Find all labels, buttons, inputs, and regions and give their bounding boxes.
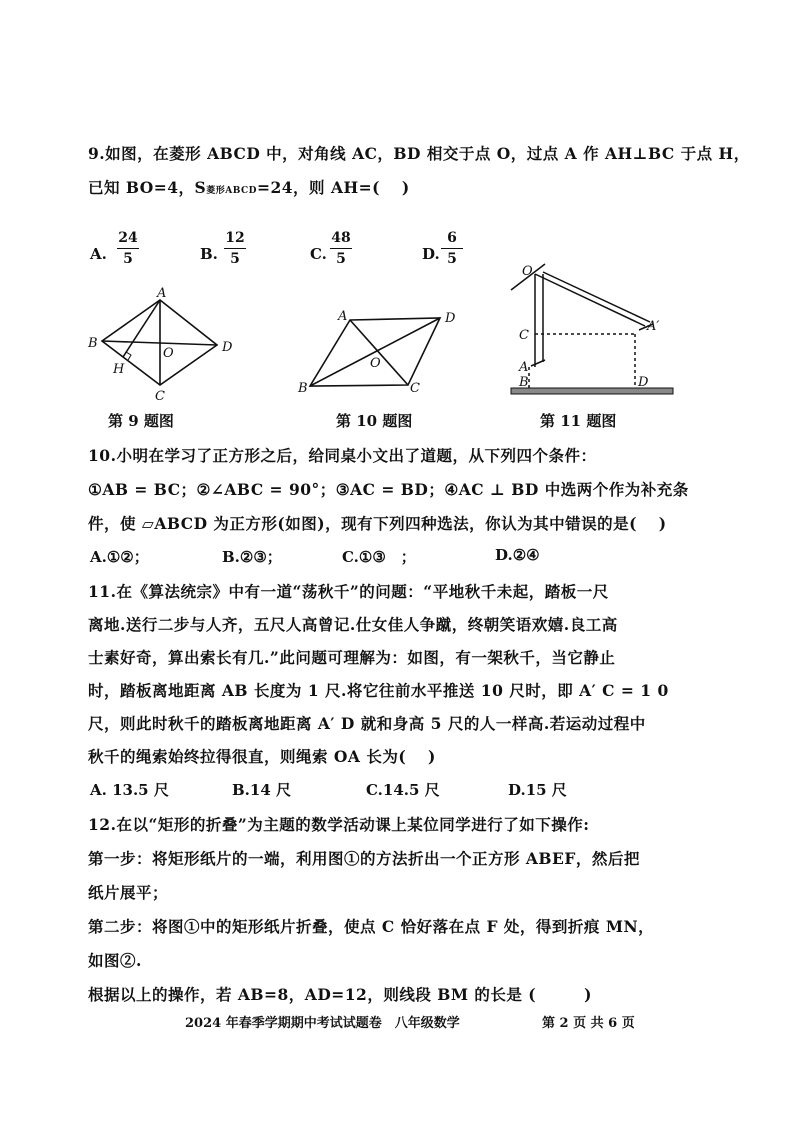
q12-line-4: 第二步：将图①中的矩形纸片折叠，使点 C 恰好落在点 F 处，得到折痕 MN，	[88, 917, 655, 936]
diagonal-ac	[350, 320, 408, 385]
q9-option-b-den: 5	[230, 251, 240, 267]
q10-line-1: 10.小明在学习了正方形之后，给同桌小文出了道题，从下列四个条件：	[88, 446, 597, 465]
footer-exam-title: 2024 年春季学期期中考试试题卷 八年级数学	[185, 1016, 460, 1031]
q9-option-a-den: 5	[123, 251, 133, 267]
q9-option-d-fraction	[441, 230, 463, 267]
fig9-label-b: B	[88, 336, 98, 351]
fig9-label-h: H	[113, 362, 125, 377]
q9-area-subscript: 菱形ABCD	[206, 186, 257, 196]
q10-option-c: C.①③ ；	[342, 548, 416, 566]
fig10-label-d: D	[445, 311, 456, 326]
figure-11-caption: 第 11 题图	[540, 412, 617, 430]
q10-option-a: A.①②；	[90, 548, 149, 566]
ground	[511, 388, 673, 394]
q9-option-c-fraction	[330, 230, 352, 267]
q11-option-b: B.14 尺	[232, 781, 291, 799]
q12-line-5: 如图②.	[88, 951, 142, 970]
q9-option-c-den: 5	[336, 251, 346, 267]
q9-option-a-num: 24	[118, 230, 138, 246]
q11-line-5: 尺，则此时秋千的踏板离地距离 A′ D 就和身高 5 尺的人一样高.若运动过程中	[88, 714, 646, 733]
q9-option-b-num: 12	[225, 230, 245, 246]
q11-line-4: 时，踏板离地距离 AB 长度为 1 尺.将它往前水平推送 10 尺时，即 A′ C = 1 0	[88, 681, 669, 700]
figure-9-caption: 第 9 题图	[108, 412, 174, 430]
fig10-label-c: C	[410, 381, 420, 396]
rope-swung-2	[543, 272, 650, 322]
fig11-label-c: C	[519, 328, 529, 343]
q10-option-d: D.②④	[495, 546, 540, 564]
fig10-label-a: A	[338, 309, 348, 324]
q11-option-a: A. 13.5 尺	[90, 781, 169, 799]
fig9-label-c: C	[155, 389, 165, 404]
figure-9-rhombus	[85, 285, 245, 405]
rope-swung	[535, 274, 645, 326]
q9-option-c-label: C.	[310, 245, 327, 263]
q9-line-2b: =24，则 AH=( )	[257, 178, 410, 197]
fig9-label-d: D	[222, 340, 233, 355]
q11-option-c: C.14.5 尺	[366, 781, 440, 799]
q12-line-1: 12.在以“矩形的折叠”为主题的数学活动课上某位同学进行了如下操作:	[88, 815, 590, 834]
footer-page-number: 第 2 页 共 6 页	[542, 1016, 635, 1031]
fig10-label-b: B	[298, 381, 308, 396]
altitude-ah	[123, 300, 160, 357]
fig11-label-o: O	[522, 264, 533, 279]
q9-option-d-label: D.	[422, 245, 440, 263]
fig10-label-o: O	[370, 356, 381, 371]
q9-option-b-label: B.	[200, 245, 218, 263]
q9-line-2a: 已知 BO=4，S	[88, 178, 207, 197]
q12-line-3: 纸片展平；	[88, 883, 169, 902]
figure-10-caption: 第 10 题图	[336, 412, 413, 430]
q12-line-6: 根据以上的操作，若 AB=8，AD=12，则线段 BM 的长是 ( )	[88, 985, 592, 1004]
fig11-label-a: A	[519, 360, 529, 375]
fig11-label-b: B	[519, 375, 529, 390]
q9-line-1: 9.如图，在菱形 ABCD 中，对角线 AC，BD 相交于点 O，过点 A 作 AH⊥BC 于点 H，	[88, 144, 750, 163]
q11-line-2: 离地.送行二步与人齐，五尺人高曾记.仕女佳人争蹴，终朝笑语欢嬉.良工高	[88, 615, 618, 634]
q9-option-a-label: A.	[90, 245, 107, 263]
q9-option-b-fraction	[224, 230, 246, 267]
fig11-label-a-prime: A′	[647, 319, 660, 334]
q9-line-2	[88, 176, 410, 198]
diagonal-bd	[310, 318, 440, 386]
q9-option-c-num: 48	[331, 230, 351, 246]
q10-line-2: ①AB = BC；②∠ABC = 90°；③AC = BD；④AC ⊥ BD 中选两个作为补充条	[88, 480, 689, 499]
q11-option-d: D.15 尺	[508, 781, 567, 799]
q11-line-6: 秋千的绳索始终拉得很直，则绳索 OA 长为( )	[88, 747, 436, 766]
fig9-label-o: O	[163, 346, 174, 361]
figure-11-swing	[505, 262, 685, 404]
fig11-label-d: D	[638, 375, 649, 390]
fig9-label-a: A	[157, 286, 167, 301]
q9-option-a-fraction	[117, 230, 139, 267]
figure-10-parallelogram	[292, 300, 467, 400]
q11-line-3: 士素好奇，算出索长有几.”此问题可理解为：如图，有一架秋千，当它静止	[88, 648, 616, 667]
q10-option-b: B.②③；	[222, 548, 282, 566]
q9-option-d-den: 5	[447, 251, 457, 267]
seat-rest	[531, 360, 545, 366]
q11-line-1: 11.在《算法统宗》中有一道“荡秋千”的问题：“平地秋千未起，踏板一尺	[88, 582, 609, 601]
q10-line-3: 件，使 ▱ABCD 为正方形(如图)，现有下列四种选法，你认为其中错误的是( )	[88, 514, 667, 533]
q9-option-d-num: 6	[447, 230, 457, 246]
q12-line-2: 第一步：将矩形纸片的一端，利用图①的方法折出一个正方形 ABEF，然后把	[88, 849, 640, 868]
